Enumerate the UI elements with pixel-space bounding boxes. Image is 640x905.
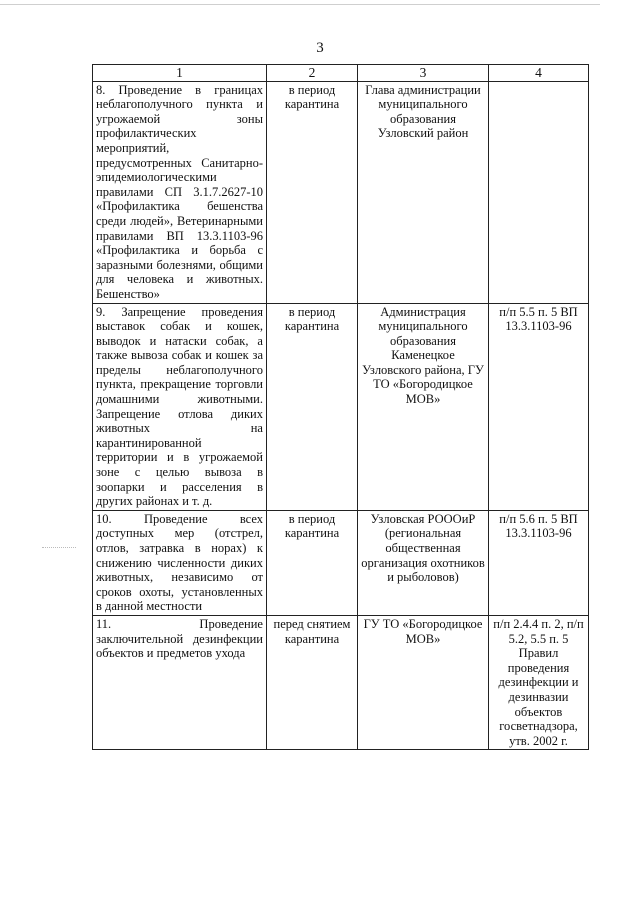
column-header-2: 2 bbox=[267, 65, 358, 82]
period-cell: перед снятием карантина bbox=[267, 615, 358, 749]
margin-mark bbox=[42, 547, 76, 548]
table-row bbox=[93, 303, 589, 510]
measures-table bbox=[92, 64, 589, 750]
table-row bbox=[93, 615, 589, 749]
measure-cell: 8. Проведение в границах неблагополучного пункта и угрожаемой зоны профилактических мероприятий, предусмотренных Санитарно-эпидемиологическими правилами СП 3.1.7.2627-10 «Профилактика бешенства среди людей», Ветеринарными правилами ВП 13.3.1103-96 «Профилактика и борьба с заразными болезнями, общими для человека и животных. Бешенство» bbox=[93, 81, 267, 303]
period-cell: в период карантина bbox=[267, 81, 358, 303]
table-row bbox=[93, 510, 589, 615]
measure-cell: 10. Проведение всех доступных мер (отстрел, отлов, затравка в норах) к снижению численности диких животных, независимо от сроков охоты, установленных в данной местности bbox=[93, 510, 267, 615]
header-row bbox=[93, 65, 589, 82]
responsible-cell: Администрация муниципального образования Каменецкое Узловского района, ГУ ТО «Богородицкое МОВ» bbox=[358, 303, 489, 510]
responsible-cell: Глава администрации муниципального образования Узловский район bbox=[358, 81, 489, 303]
table-row bbox=[93, 81, 589, 303]
period-cell: в период карантина bbox=[267, 303, 358, 510]
basis-cell: п/п 5.6 п. 5 ВП 13.3.1103-96 bbox=[489, 510, 589, 615]
basis-cell: п/п 5.5 п. 5 ВП 13.3.1103-96 bbox=[489, 303, 589, 510]
column-header-3: 3 bbox=[358, 65, 489, 82]
page-top-edge bbox=[0, 4, 600, 5]
basis-cell: п/п 2.4.4 п. 2, п/п 5.2, 5.5 п. 5 Правил проведения дезинфекции и дезинвазии объектов госветнадзора, утв. 2002 г. bbox=[489, 615, 589, 749]
basis-cell bbox=[489, 81, 589, 303]
measure-cell: 9. Запрещение проведения выставок собак и кошек, выводок и натаски собак, а также вывоза собак и кошек за пределы неблагополучного пункта, прекращение торговли домашними животными. Запрещение отлова диких животных на карантинированной территории и в угрожаемой зоне с целью вывоза в зоопарки и расселения в других районах и т. д. bbox=[93, 303, 267, 510]
period-cell: в период карантина bbox=[267, 510, 358, 615]
column-header-1: 1 bbox=[93, 65, 267, 82]
measure-cell: 11. Проведение заключительной дезинфекции объектов и предметов ухода bbox=[93, 615, 267, 749]
page-number: 3 bbox=[316, 40, 324, 56]
column-header-4: 4 bbox=[489, 65, 589, 82]
responsible-cell: ГУ ТО «Богородицкое МОВ» bbox=[358, 615, 489, 749]
responsible-cell: Узловская РОООиР (региональная общественная организация охотников и рыболовов) bbox=[358, 510, 489, 615]
